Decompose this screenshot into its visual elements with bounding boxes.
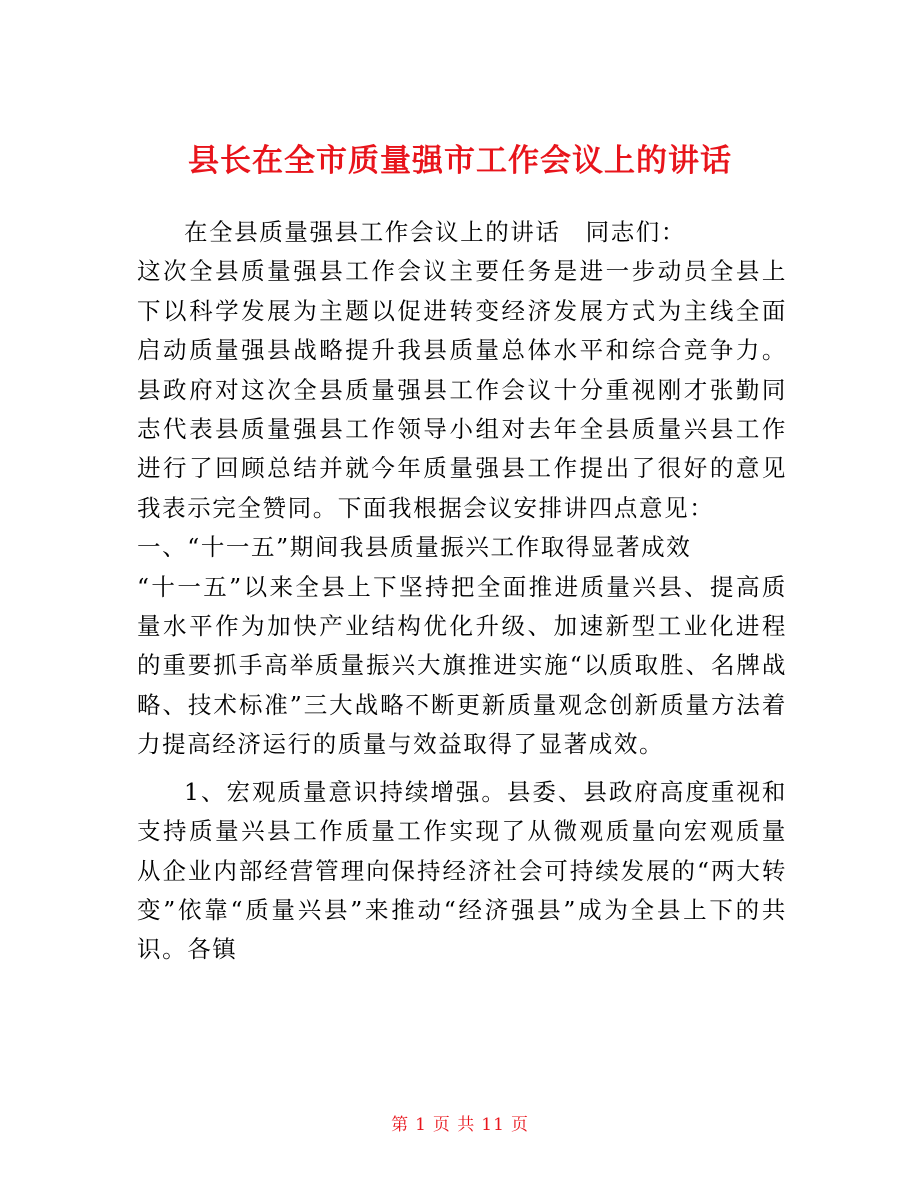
- footer-total-pages: 11: [481, 1115, 505, 1135]
- speech-opening: 在全县质量强县工作会议上的讲话 同志们：: [184, 218, 686, 246]
- section-1-paragraph: “十一五”以来全县上下坚持把全面推进质量兴县、提高质量水平作为加快产业结构优化升级、加速新型工业化进程的重要抓手高举质量振兴大旗推进实施“以质取胜、名牌战略、技术标准”三大战略不断更新质量观念创新质量方法着力提高经济运行的质量与效益取得了显著成效。: [137, 572, 787, 759]
- document-body: [137, 213, 787, 970]
- footer-prefix: 第: [391, 1115, 410, 1135]
- footer-middle: 页 共: [432, 1115, 476, 1135]
- page-footer: [0, 1113, 920, 1137]
- footer-suffix: 页: [510, 1115, 529, 1135]
- footer-page-number: 1: [415, 1115, 427, 1135]
- section-heading-1: 一、“十一五”期间我县质量振兴工作取得显著成效: [137, 533, 692, 562]
- document-title: 县长在全市质量强市工作会议上的讲话: [188, 142, 732, 179]
- subsection-1-paragraph: 1、宏观质量意识持续增强。县委、县政府高度重视和支持质量兴县工作质量工作实现了从微观质量向宏观质量从企业内部经营管理向保持经济社会可持续发展的“两大转变”依靠“质量兴县”来推动“经济强县”成为全县上下的共识。各镇: [137, 777, 787, 964]
- intro-paragraph: 这次全县质量强县工作会议主要任务是进一步动员全县上下以科学发展为主题以促进转变经济发展方式为主线全面启动质量强县战略提升我县质量总体水平和综合竞争力。县政府对这次全县质量强县工作会议十分重视刚才张勤同志代表县质量强县工作领导小组对去年全县质量兴县工作进行了回顾总结并就今年质量强县工作提出了很好的意见我表示完全赞同。下面我根据会议安排讲四点意见：: [137, 257, 787, 522]
